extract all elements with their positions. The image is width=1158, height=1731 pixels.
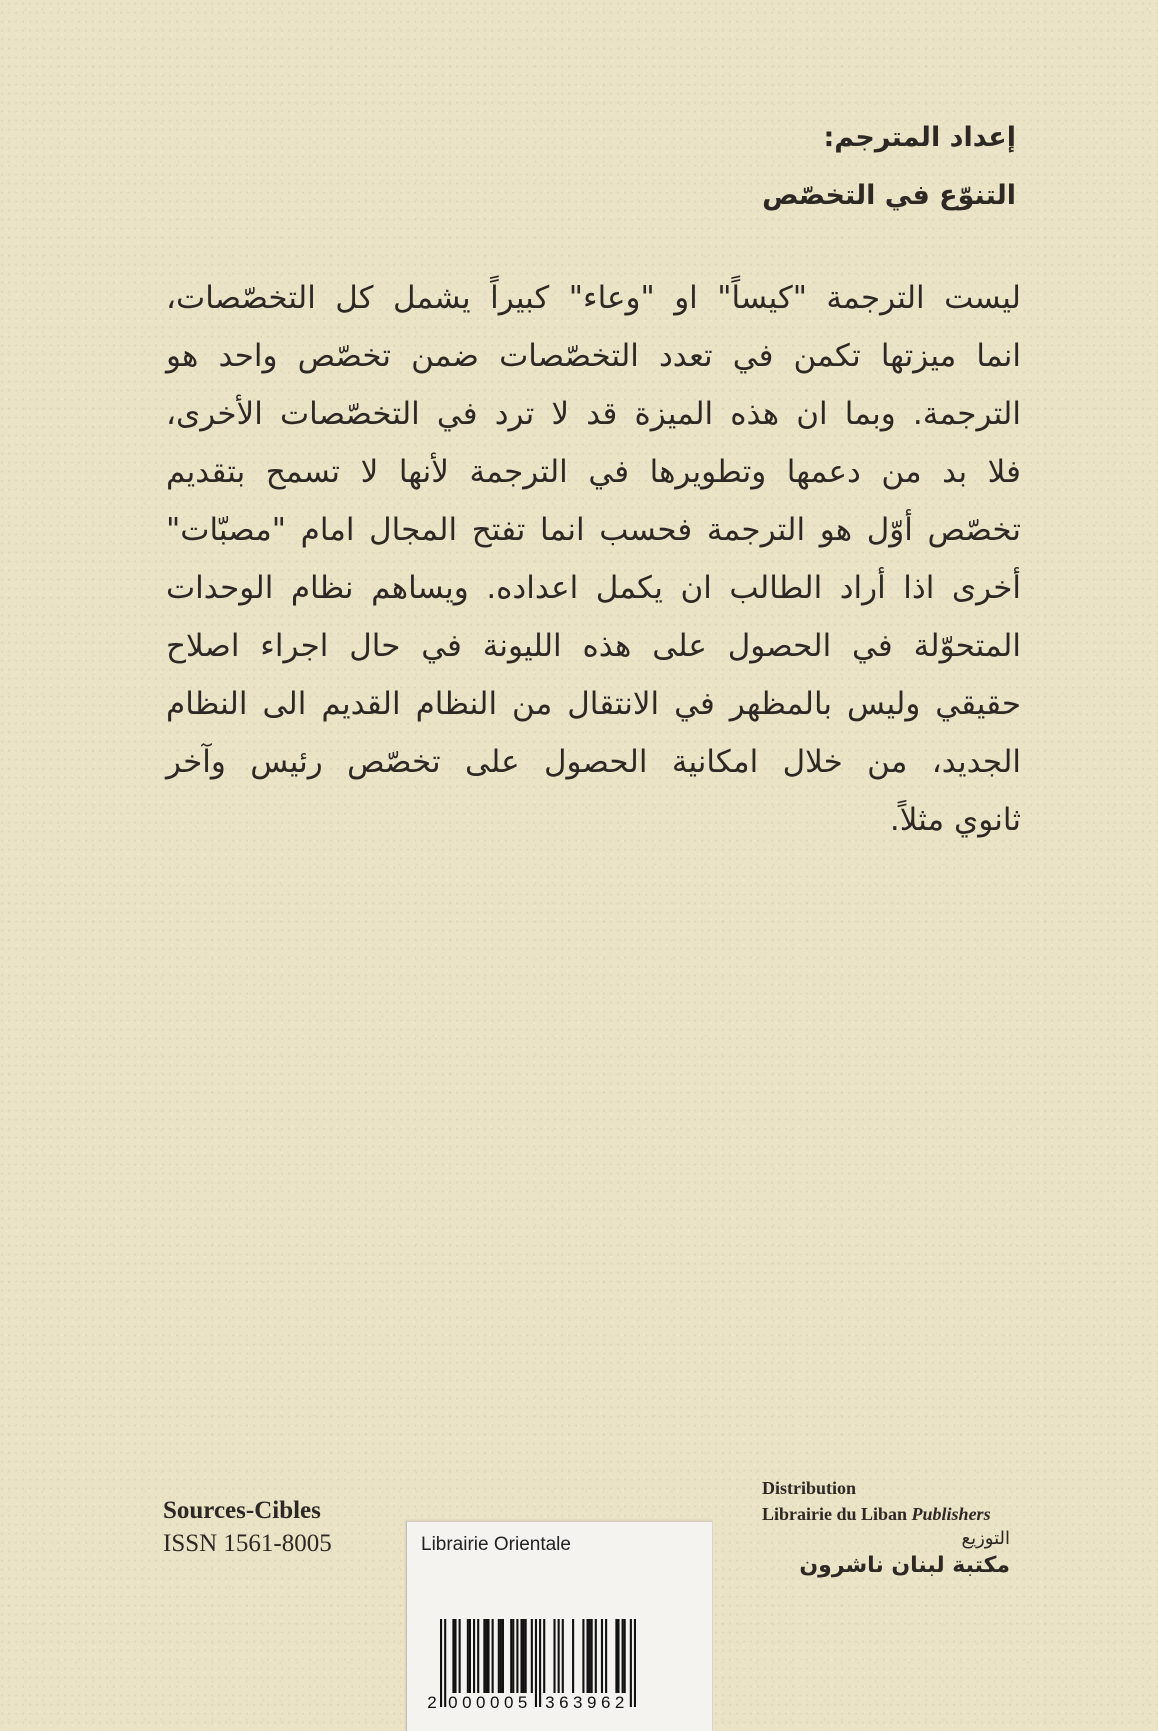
blurb-paragraph — [166, 269, 1021, 849]
barcode-right-digits: 363962 — [545, 1693, 629, 1712]
distributor-name — [762, 1504, 991, 1525]
series-name: Sources-Cibles — [163, 1497, 321, 1524]
barcode-bar — [539, 1619, 541, 1707]
blurb-line: ليست الترجمة "كيساً" او "وعاء" كبيراً يشمل كل التخصّصات، — [166, 280, 1021, 316]
barcode-bar — [595, 1619, 597, 1693]
barcode-bar — [531, 1619, 533, 1693]
barcode-left-digits: 000005 — [448, 1693, 532, 1712]
blurb-line: فلا بد من دعمها وتطويرها في الترجمة لأنها لا تسمح بتقديم — [166, 454, 1021, 490]
issn-number: ISSN 1561-8005 — [163, 1530, 332, 1557]
barcode-bar — [452, 1619, 454, 1693]
distribution-label-arabic: التوزيع — [961, 1528, 1010, 1549]
barcode-bar — [562, 1619, 564, 1693]
barcode-bar — [622, 1619, 624, 1693]
barcode-bar — [510, 1619, 512, 1693]
barcode-lead-digit: 2 — [427, 1693, 437, 1712]
distributor-name-main: Librairie du Liban — [762, 1504, 908, 1524]
translator-heading: إعداد المترجم: — [823, 122, 1016, 153]
barcode-bar — [523, 1619, 525, 1693]
barcode-bar — [617, 1619, 619, 1693]
barcode-bar — [502, 1619, 504, 1693]
barcode-bar — [516, 1619, 518, 1693]
barcode-bar — [572, 1619, 574, 1693]
barcode-bar — [535, 1619, 537, 1707]
barcode-bar — [473, 1619, 475, 1693]
subtitle-heading: التنوّع في التخصّص — [762, 180, 1016, 211]
barcode-bar — [459, 1619, 461, 1693]
barcode-bar — [492, 1619, 494, 1693]
barcode-bar — [605, 1619, 607, 1693]
blurb-line: المتحوّلة في الحصول على هذه الليونة في حال اجراء اصلاح — [166, 628, 1021, 664]
price-sticker — [406, 1521, 713, 1731]
sticker-store-label: Librairie Orientale — [421, 1534, 571, 1555]
barcode-bar — [520, 1619, 522, 1693]
distribution-label: Distribution — [762, 1478, 857, 1498]
distributor-name-suffix: Publishers — [911, 1504, 991, 1524]
barcode-bar — [477, 1619, 479, 1693]
blurb-line: انما ميزتها تكمن في تعدد التخصّصات ضمن تخصّص واحد هو — [166, 338, 1021, 374]
barcode-bar — [624, 1619, 626, 1693]
barcode-bar — [601, 1619, 603, 1693]
barcode-bar — [498, 1619, 500, 1693]
barcode-bar — [483, 1619, 485, 1693]
barcode-bar — [500, 1619, 502, 1693]
barcode-bar — [615, 1619, 617, 1693]
blurb-line: الترجمة. وبما ان هذه الميزة قد لا ترد في التخصّصات الأخرى، — [166, 396, 1021, 432]
blurb-line: أخرى اذا أراد الطالب ان يكمل اعداده. ويساهم نظام الوحدات — [166, 570, 1021, 606]
barcode-bar — [558, 1619, 560, 1693]
barcode-bar — [589, 1619, 591, 1693]
barcode-bar — [487, 1619, 489, 1693]
blurb-line: ثانوي مثلاً. — [889, 802, 1021, 838]
barcode-bar — [512, 1619, 514, 1693]
barcode-bar — [634, 1619, 636, 1707]
blurb-line: حقيقي وليس بالمظهر في الانتقال من النظام القديم الى النظام — [166, 686, 1021, 722]
barcode-bar — [543, 1619, 545, 1693]
barcode-bar — [582, 1619, 584, 1693]
barcode-bar — [525, 1619, 527, 1693]
distributor-logo-arabic: مكتبة لبنان ناشرون — [799, 1553, 1010, 1578]
barcode-bar — [591, 1619, 593, 1693]
barcode-bar — [469, 1619, 471, 1693]
barcode-bar — [454, 1619, 456, 1693]
blurb-line: الجديد، من خلال امكانية الحصول على تخصّص رئيس وآخر — [166, 744, 1021, 780]
barcode-bar — [586, 1619, 588, 1693]
barcode-bar — [467, 1619, 469, 1693]
barcode-bar — [440, 1619, 442, 1707]
blurb-line: تخصّص أوّل هو الترجمة فحسب انما تفتح المجال امام "مصبّات" — [166, 512, 1021, 548]
barcode-bar — [553, 1619, 555, 1693]
barcode-bar — [485, 1619, 487, 1693]
